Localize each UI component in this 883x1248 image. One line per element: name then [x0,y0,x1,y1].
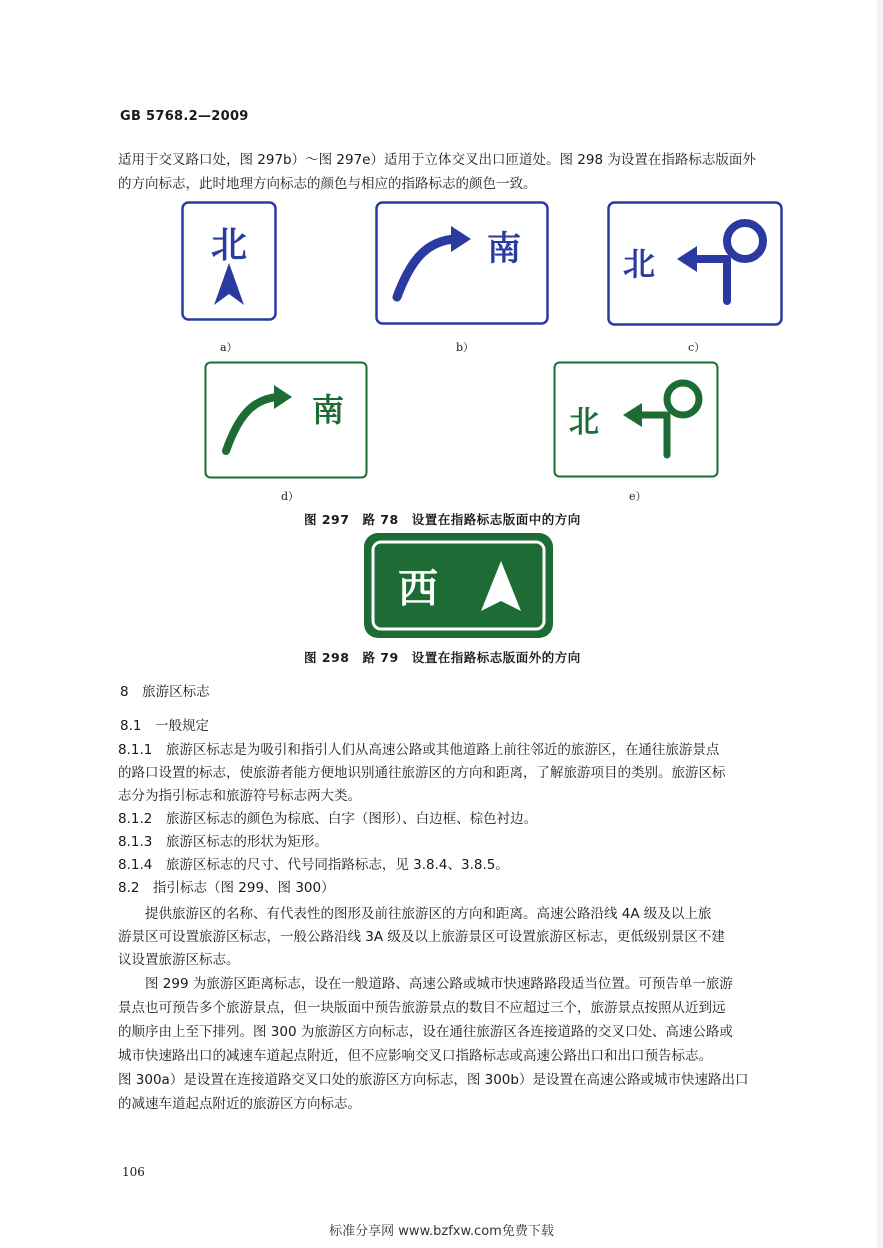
label-a: a） [220,341,238,354]
para-8-2a-line-2: 游景区可设置旅游区标志，一般公路沿线 3A 级及以上旅游景区可设置旅游区标志，更低级别景区不建 [118,929,725,945]
standard-code: GB 5768.2—2009 [120,109,249,124]
sign-b [375,201,549,325]
sign-298 [364,533,553,638]
sign-298-graphic [364,533,553,638]
sign-c-text: 北 [623,245,656,283]
para-8-2b-line-2: 景点也可预告多个旅游景点，但一块版面中预告旅游景点的数目不应超过三个，旅游景点按照从近到远 [118,1000,726,1016]
section-8-1-title: 8.1 一般规定 [120,718,209,734]
sign-b-graphic [375,201,549,325]
para-8-2b-line-6: 的减速车道起点附近的旅游区方向标志。 [118,1096,361,1112]
figure-298-caption: 图 298 路 79 设置在指路标志版面外的方向 [304,650,581,665]
figure-297-caption: 图 297 路 78 设置在指路标志版面中的方向 [304,512,581,527]
para-8-1-4: 8.1.4 旅游区标志的尺寸、代号同指路标志，见 3.8.4、3.8.5。 [118,857,509,873]
intro-line-2: 的方向标志，此时地理方向标志的颜色与相应的指路标志的颜色一致。 [118,176,537,192]
section-8-title: 8 旅游区标志 [120,684,210,700]
sign-a-text: 北 [210,225,247,266]
para-8-1-1-line-3: 志分为指引标志和旅游符号标志两大类。 [118,788,361,804]
sign-c [607,201,783,326]
sign-d-text: 南 [312,391,345,429]
watermark-text: 标准分享网 www.bzfxw.com免费下载 [329,1224,554,1239]
label-b: b） [456,341,475,354]
para-8-1-1-line-2: 的路口设置的标志，使旅游者能方便地识别通往旅游区的方向和距离，了解旅游项目的类别。旅游区标 [118,765,726,781]
sign-b-text: 南 [487,229,521,269]
para-8-2b-line-5: 图 300a）是设置在连接道路交叉口处的旅游区方向标志，图 300b）是设置在高速公路或城市快速路出口 [118,1072,749,1088]
page-edge [877,0,883,1248]
para-8-1-2: 8.1.2 旅游区标志的颜色为棕底、白字（图形）、白边框、棕色衬边。 [118,811,538,827]
sign-e-text: 北 [569,405,599,440]
para-8-2b-line-4: 城市快速路出口的减速车道起点附近，但不应影响交叉口指路标志或高速公路出口和出口预告标志。 [118,1048,712,1064]
sign-e [553,361,719,478]
sign-a [181,201,277,321]
sign-298-text: 西 [398,566,438,612]
label-d: d） [281,490,300,503]
page-number: 106 [122,1165,145,1179]
label-c: c） [688,341,706,354]
para-8-2a-line-1: 提供旅游区的名称、有代表性的图形及前往旅游区的方向和距离。高速公路沿线 4A 级及以上旅 [118,906,712,922]
para-8-2b-line-1: 图 299 为旅游区距离标志，设在一般道路、高速公路或城市快速路路段适当位置。可预告单一旅游 [118,976,733,992]
para-8-1-1-line-1: 8.1.1 旅游区标志是为吸引和指引人们从高速公路或其他道路上前往邻近的旅游区，在通往旅游景点 [118,742,720,758]
section-8-2-title: 8.2 指引标志（图 299、图 300） [118,880,335,896]
label-e: e） [629,490,647,503]
sign-d [204,361,368,479]
para-8-2a-line-3: 议设置旅游区标志。 [118,952,240,968]
para-8-2b-line-3: 的顺序由上至下排列。图 300 为旅游区方向标志，设在通往旅游区各连接道路的交叉口处、高速公路或 [118,1024,733,1040]
para-8-1-3: 8.1.3 旅游区标志的形状为矩形。 [118,834,328,850]
intro-line-1: 适用于交叉路口处，图 297b）～图 297e）适用于立体交叉出口匝道处。图 298 为设置在指路标志版面外 [118,152,756,168]
